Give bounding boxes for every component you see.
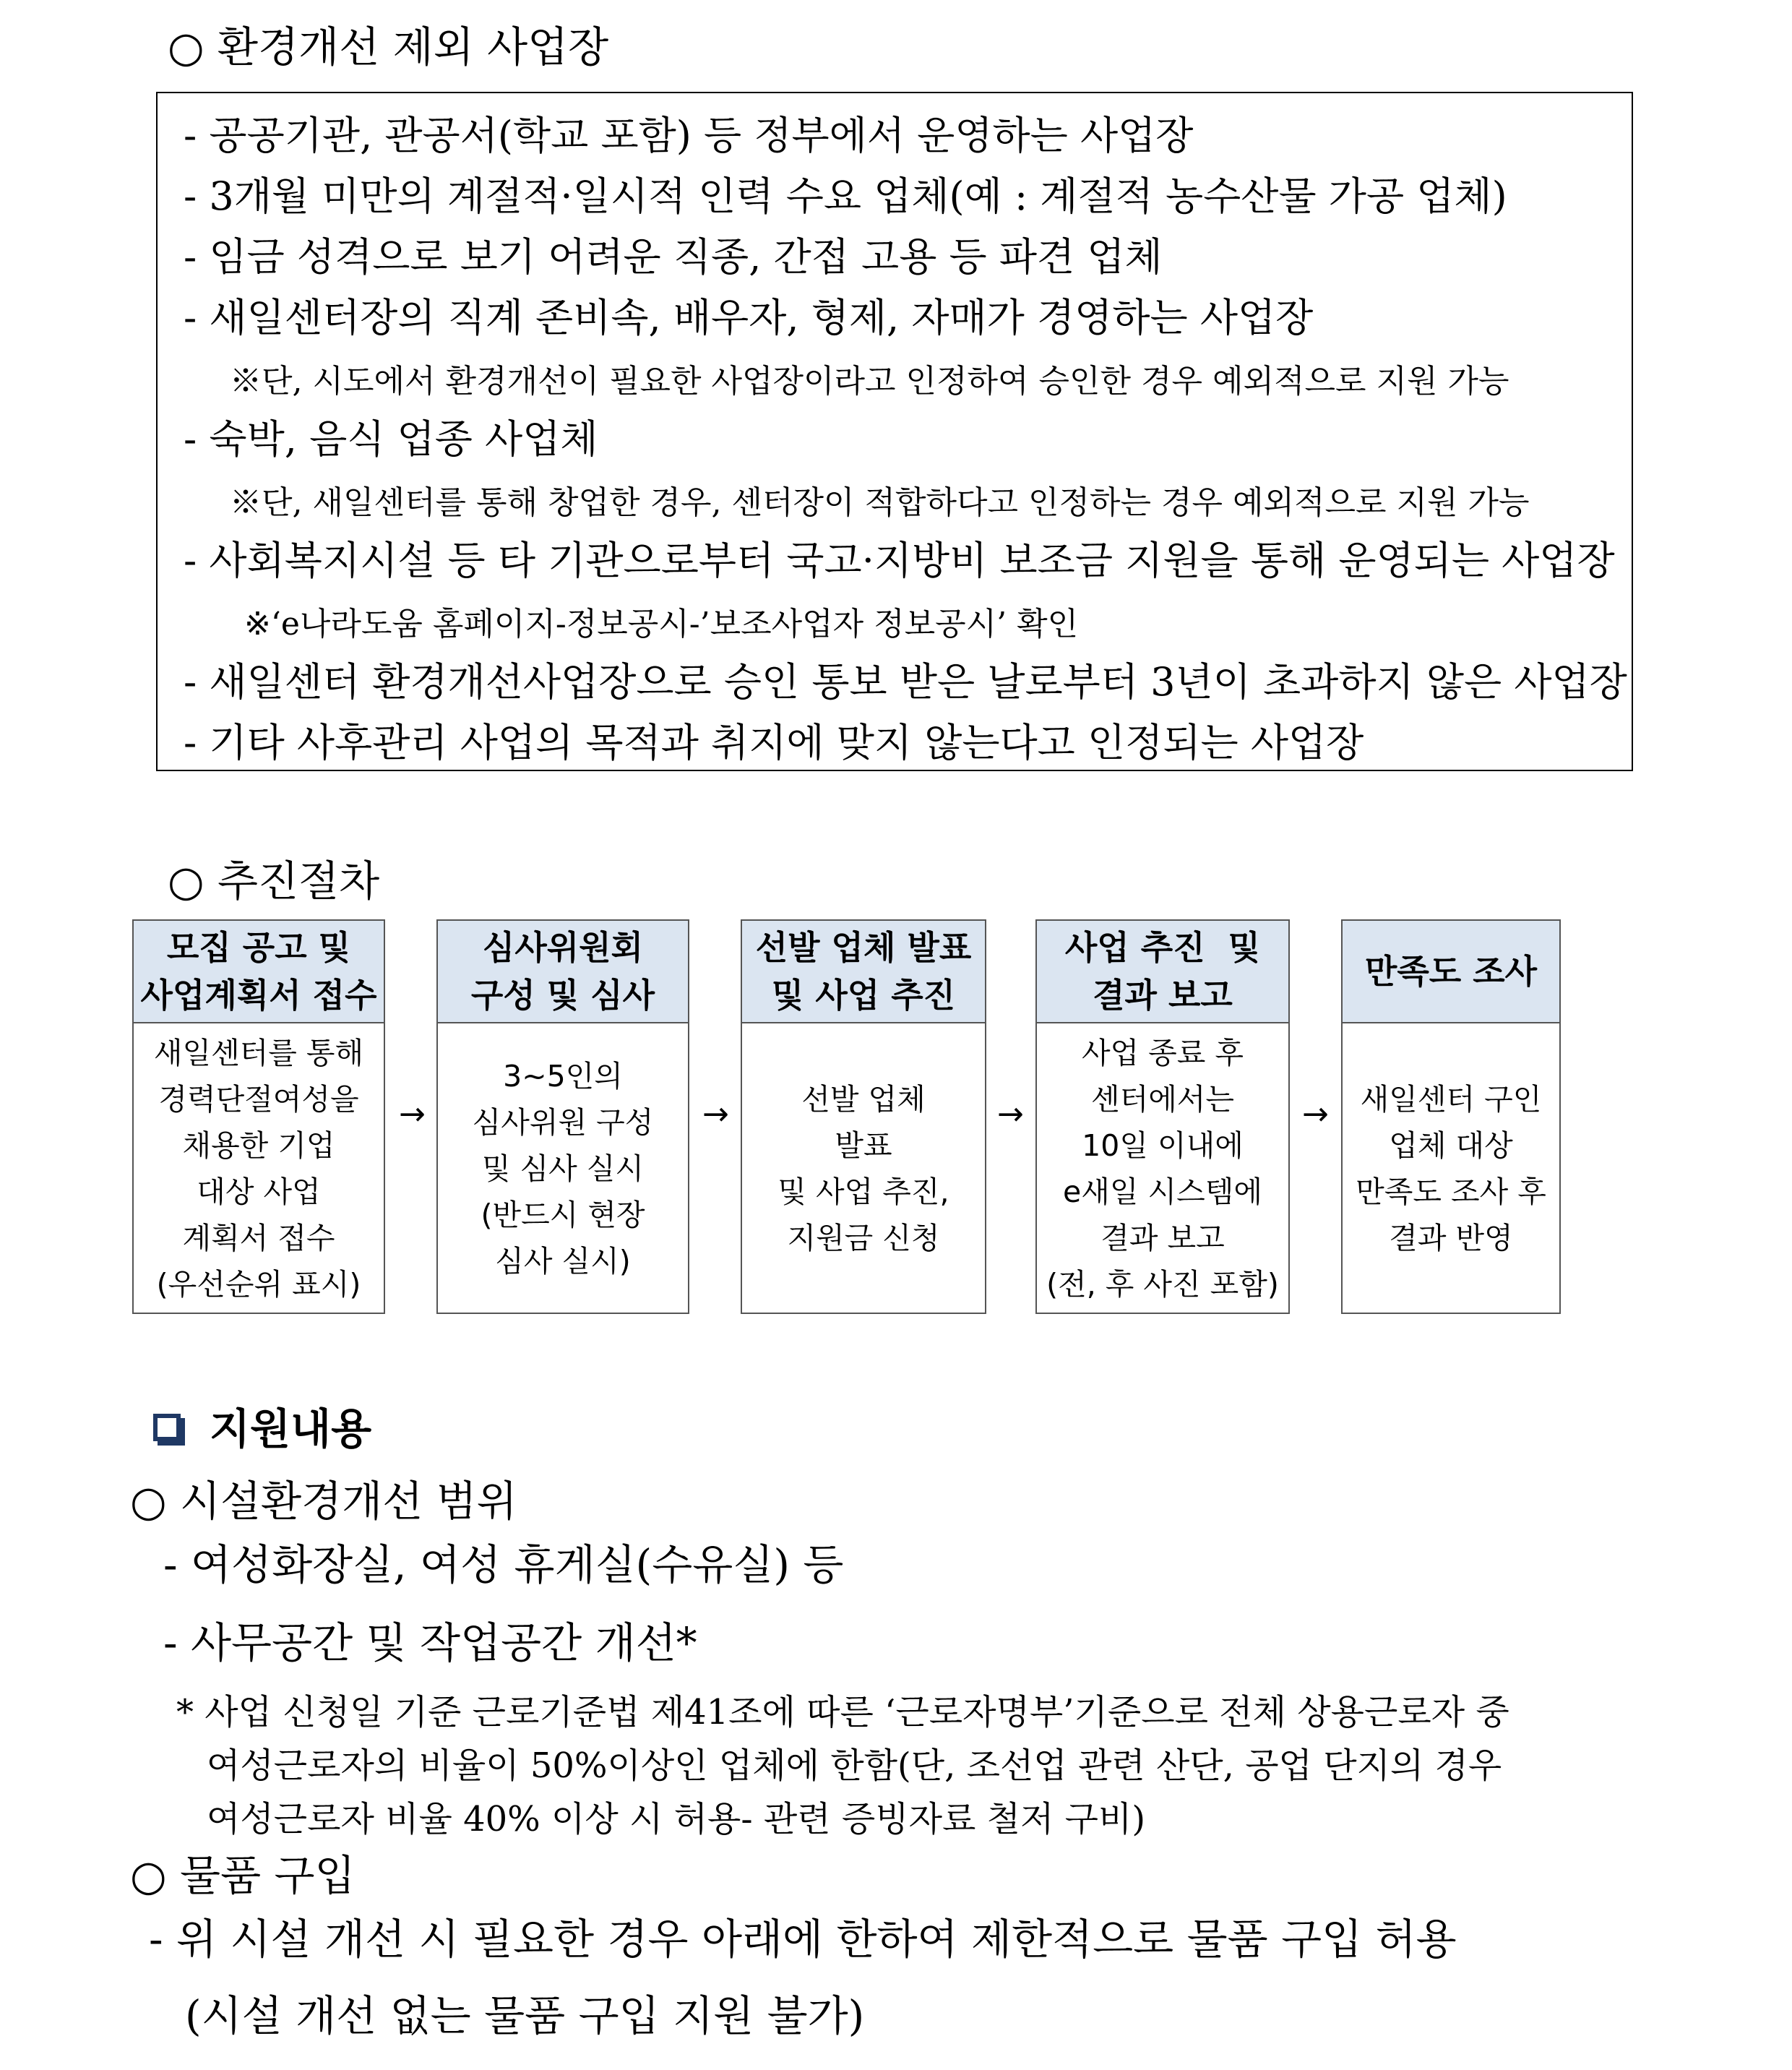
step-body-line: 계획서 접수 [182, 1221, 335, 1255]
excluded-box [156, 92, 1633, 771]
facility-footnote: * 사업 신청일 기준 근로기준법 제41조에 따른 ‘근로자명부’기준으로 전체 상용근로자 중 [176, 1692, 1509, 1732]
step-body [742, 1023, 985, 1314]
step-body-line: 심사위원 구성 [472, 1105, 654, 1140]
step-body-line: 업체 대상 [1389, 1128, 1513, 1163]
excluded-note: ※단, 시도에서 환경개선이 필요한 사업장이라고 인정하여 승인한 경우 예외적으로 지원 가능 [230, 363, 1509, 400]
excluded-line: - 사회복지시설 등 타 기관으로부터 국고·지방비 보조금 지원을 통해 운영되는 사업장 [184, 538, 1615, 583]
excluded-line: - 3개월 미만의 계절적·일시적 인력 수요 업체(예 : 계절적 농수산물 가공 업체) [184, 173, 1507, 219]
excluded-line: - 숙박, 음식 업종 사업체 [184, 416, 598, 462]
step-body-line: 발표 [835, 1128, 892, 1163]
goods-line: - 위 시설 개선 시 필요한 경우 아래에 한하여 제한적으로 물품 구입 허용 [149, 1915, 1457, 1964]
step-body-line: 경력단절여성을 [158, 1082, 359, 1117]
support-title [153, 1395, 371, 1456]
step-title-line: 선발 업체 발표 [755, 928, 972, 967]
step-title-line: 심사위원회 [482, 928, 644, 967]
checkbox-square-icon [153, 1414, 181, 1441]
step-body-line: 새일센터 구인 [1360, 1082, 1542, 1117]
step-body-line: 및 사업 추진, [777, 1174, 949, 1209]
procedure-step-1 [132, 919, 385, 1314]
step-title-line: 만족도 조사 [1364, 952, 1538, 991]
step-body-line: (우선순위 표시) [156, 1267, 361, 1302]
step-title [1343, 921, 1559, 1023]
step-title-line: 결과 보고 [1093, 976, 1233, 1015]
excluded-note: ※단, 새일센터를 통해 창업한 경우, 센터장이 적합하다고 인정하는 경우 예외적으로 지원 가능 [230, 484, 1530, 521]
goods-heading: ○ 물품 구입 [130, 1851, 356, 1900]
excluded-line: - 공공기관, 관공서(학교 포함) 등 정부에서 운영하는 사업장 [184, 113, 1194, 158]
procedure-step-5 [1341, 919, 1561, 1314]
step-body-line: 대상 사업 [197, 1174, 321, 1209]
step-body-line: e새일 시스템에 [1063, 1174, 1262, 1209]
arrow-icon: → [399, 1096, 426, 1133]
step-body [1343, 1023, 1559, 1314]
excluded-line: - 새일센터장의 직계 존비속, 배우자, 형제, 자매가 경영하는 사업장 [184, 295, 1314, 340]
support-title-text: 지원내용 [210, 1404, 372, 1453]
step-body-line: 결과 보고 [1100, 1221, 1225, 1255]
step-body-line: 만족도 조사 후 [1356, 1174, 1546, 1209]
excluded-line: - 새일센터 환경개선사업장으로 승인 통보 받은 날로부터 3년이 초과하지 않은 사업장 [184, 659, 1627, 705]
step-body-line: 10일 이내에 [1082, 1128, 1244, 1163]
step-body-line: 새일센터를 통해 [153, 1036, 364, 1070]
facility-item: - 사무공간 및 작업공간 개선* [163, 1618, 697, 1667]
step-body-line: 지원금 신청 [787, 1221, 940, 1255]
arrow-icon: → [1302, 1096, 1329, 1133]
step-body [1037, 1023, 1288, 1314]
step-title [1037, 921, 1288, 1023]
step-title-line: 사업계획서 접수 [140, 976, 377, 1015]
facility-item: - 여성화장실, 여성 휴게실(수유실) 등 [163, 1540, 844, 1589]
excluded-line: - 임금 성격으로 보기 어려운 직종, 간접 고용 등 파견 업체 [184, 234, 1163, 280]
step-body-line: 심사 실시) [495, 1244, 631, 1279]
arrow-icon: → [702, 1096, 729, 1133]
step-title-line: 모집 공고 및 [166, 928, 351, 967]
step-title-line: 및 사업 추진 [771, 976, 956, 1015]
step-body-line: (반드시 현장 [481, 1198, 645, 1232]
step-body-line: 채용한 기업 [182, 1128, 335, 1163]
step-body-line: 선발 업체 [801, 1082, 926, 1117]
step-title [134, 921, 384, 1023]
step-body [438, 1023, 688, 1314]
step-body [134, 1023, 384, 1314]
step-body-line: 3~5인의 [503, 1059, 623, 1094]
goods-line: (시설 개선 없는 물품 구입 지원 불가) [185, 1991, 865, 2040]
excluded-heading: ○ 환경개선 제외 사업장 [168, 22, 609, 72]
step-body-line: 및 심사 실시 [481, 1151, 645, 1186]
procedure-heading: ○ 추진절차 [168, 856, 380, 906]
procedure-step-3 [741, 919, 986, 1314]
facility-footnote: 여성근로자의 비율이 50%이상인 업체에 한함(단, 조선업 관련 산단, 공업 단지의 경우 [207, 1745, 1502, 1786]
facility-footnote: 여성근로자 비율 40% 이상 시 허용- 관련 증빙자료 철저 구비) [207, 1799, 1146, 1839]
step-title [438, 921, 688, 1023]
arrow-icon: → [997, 1096, 1024, 1133]
excluded-line: - 기타 사후관리 사업의 목적과 취지에 맞지 않는다고 인정되는 사업장 [184, 720, 1364, 765]
excluded-note: ※‘e나라도움 홈페이지-정보공시-’보조사업자 정보공시’ 확인 [244, 606, 1079, 643]
step-body-line: 결과 반영 [1389, 1221, 1513, 1255]
step-title-line: 사업 추진 및 [1064, 928, 1261, 967]
procedure-step-2 [436, 919, 689, 1314]
facility-heading: ○ 시설환경개선 범위 [130, 1477, 517, 1526]
step-title-line: 구성 및 심사 [470, 976, 655, 1015]
step-body-line: (전, 후 사진 포함) [1046, 1267, 1279, 1302]
step-title [742, 921, 985, 1023]
step-body-line: 센터에서는 [1090, 1082, 1235, 1117]
procedure-step-4 [1035, 919, 1290, 1314]
step-body-line: 사업 종료 후 [1081, 1036, 1244, 1070]
